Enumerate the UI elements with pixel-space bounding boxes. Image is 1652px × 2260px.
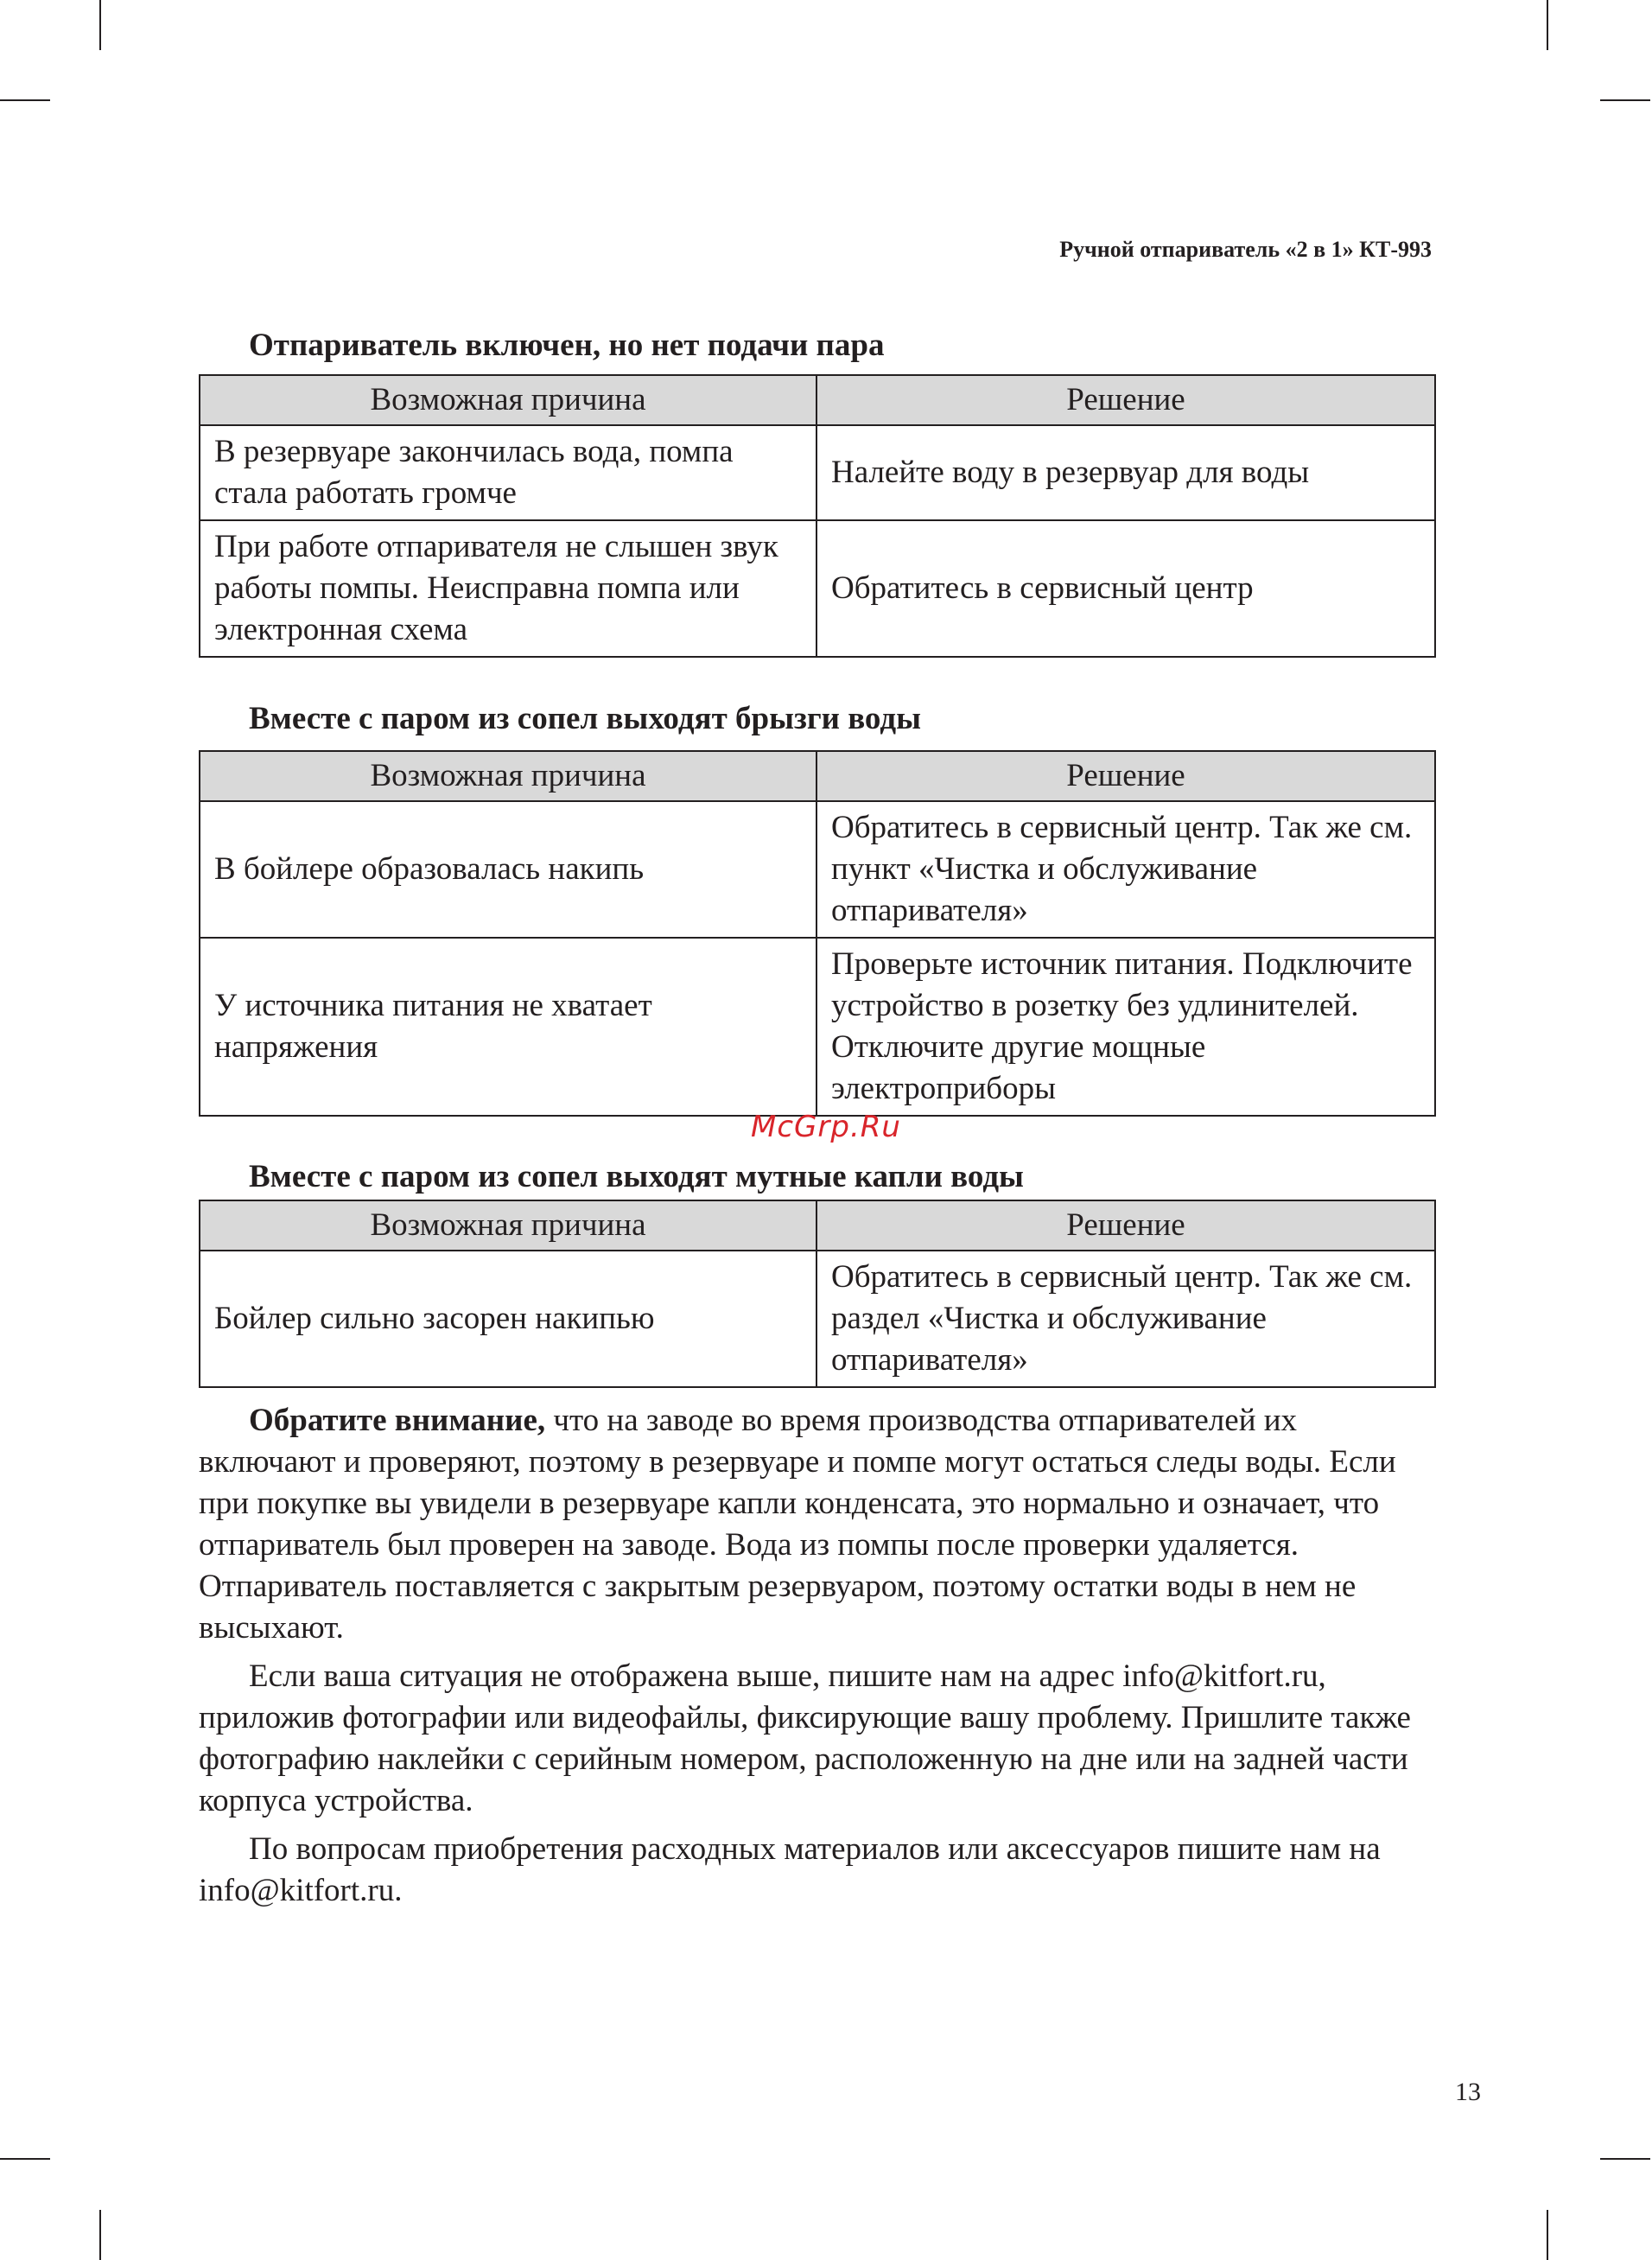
section-title: Вместе с паром из сопел выходят брызги воды <box>249 701 921 736</box>
notes-text <box>199 1400 1434 1912</box>
column-header-cause: Возможная причина <box>200 1200 816 1251</box>
table-header-row <box>200 1200 1435 1251</box>
column-header-solution: Решение <box>816 751 1435 801</box>
solution-cell: Проверьте источник питания. Подключите устройство в розетку без удлинителей. Отключите другие мощные электроприборы <box>816 938 1435 1116</box>
troubleshooting-table <box>199 1200 1436 1388</box>
running-header: Ручной отпариватель «2 в 1» КТ-993 <box>1059 237 1432 262</box>
cause-cell: При работе отпаривателя не слышен звук работы помпы. Неисправна помпа или электронная схема <box>200 520 816 657</box>
section-title: Отпариватель включен, но нет подачи пара <box>249 328 885 363</box>
crop-mark <box>1547 2210 1548 2260</box>
crop-mark <box>0 99 50 101</box>
column-header-solution: Решение <box>816 1200 1435 1251</box>
table-header-row <box>200 375 1435 425</box>
table-row <box>200 801 1435 938</box>
section-title: Вместе с паром из сопел выходят мутные капли воды <box>249 1159 1024 1194</box>
note-emphasis: Обратите внимание, <box>249 1403 546 1438</box>
table-row <box>200 425 1435 520</box>
watermark: McGrp.Ru <box>751 1110 901 1144</box>
table-row <box>200 520 1435 657</box>
note-text: что на заводе во время производства отпаривателей их включают и проверяют, поэтому в резервуаре и помпе могут остаться следы воды. Если при покупке вы увидели в резервуаре капли конденсата, это нормально и означает, что отпариватель был проверен на заводе. Вода из помпы после проверки удаляется. Отпариватель поставляется с закрытым резервуаром, поэтому остатки воды в нем не высыхают. <box>199 1403 1396 1646</box>
table-header-row <box>200 751 1435 801</box>
table-row <box>200 1251 1435 1387</box>
column-header-cause: Возможная причина <box>200 751 816 801</box>
solution-cell: Обратитесь в сервисный центр. Так же см. раздел «Чистка и обслуживание отпаривателя» <box>816 1251 1435 1387</box>
crop-mark <box>1600 2158 1650 2160</box>
cause-cell: У источника питания не хватает напряжения <box>200 938 816 1116</box>
crop-mark <box>99 0 101 50</box>
note-paragraph: По вопросам приобретения расходных материалов или аксессуаров пишите нам на info@kitfort.ru. <box>199 1831 1381 1908</box>
note-paragraph: Если ваша ситуация не отображена выше, пишите нам на адрес info@kitfort.ru, приложив фотографии или видеофайлы, фиксирующие вашу проблему. Пришлите также фотографию наклейки с серийным номером, расположенную на дне или на задней части корпуса устройства. <box>199 1658 1411 1818</box>
solution-cell: Обратитесь в сервисный центр. Так же см. пункт «Чистка и обслуживание отпаривателя» <box>816 801 1435 938</box>
crop-mark <box>99 2210 101 2260</box>
troubleshooting-table <box>199 374 1436 658</box>
page-number: 13 <box>1455 2078 1481 2106</box>
crop-mark <box>1547 0 1548 50</box>
solution-cell: Обратитесь в сервисный центр <box>816 520 1435 657</box>
troubleshooting-table <box>199 750 1436 1117</box>
crop-mark <box>1600 99 1650 101</box>
solution-cell: Налейте воду в резервуар для воды <box>816 425 1435 520</box>
cause-cell: Бойлер сильно засорен накипью <box>200 1251 816 1387</box>
column-header-solution: Решение <box>816 375 1435 425</box>
crop-mark <box>0 2158 50 2160</box>
cause-cell: В резервуаре закончилась вода, помпа стала работать громче <box>200 425 816 520</box>
note-paragraph <box>199 1400 1434 1649</box>
cause-cell: В бойлере образовалась накипь <box>200 801 816 938</box>
column-header-cause: Возможная причина <box>200 375 816 425</box>
table-row <box>200 938 1435 1116</box>
